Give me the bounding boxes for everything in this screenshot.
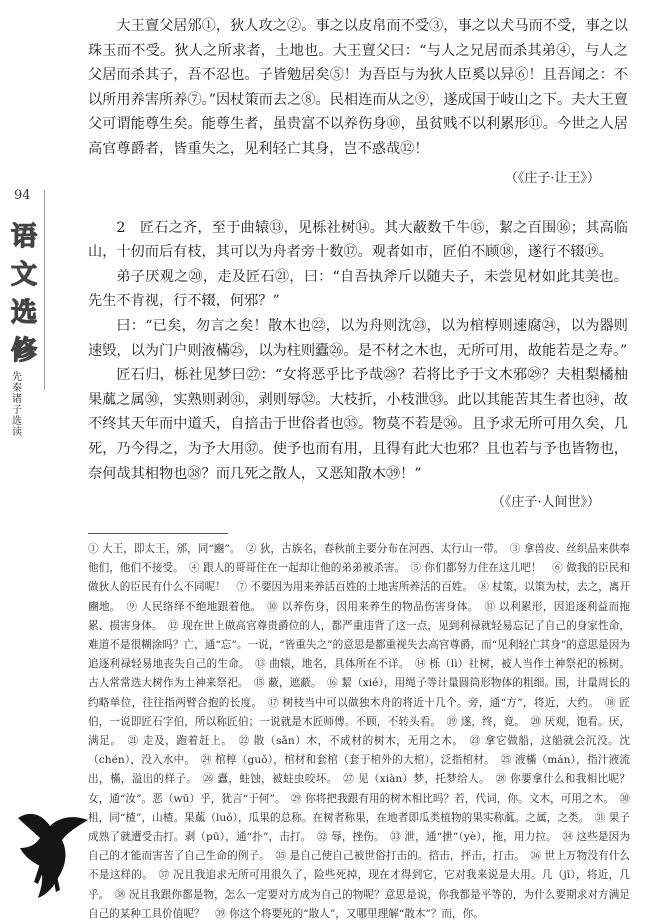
- spacer: [88, 192, 628, 216]
- margin-divider: [44, 190, 45, 390]
- series-title-char: 语: [10, 222, 37, 252]
- series-title-char: 文: [10, 260, 37, 290]
- main-text: [88, 14, 628, 516]
- series-title-char: 修: [10, 336, 37, 366]
- footnote-rule: [88, 533, 228, 534]
- passage-1: [88, 14, 628, 192]
- passage-paragraph: 匠石归，栎社见梦曰㉗：“女将恶乎比予哉㉘？若将比予于文木邪㉙？夫柤梨橘柚果蓏之属㉚，实熟则剥㉛，剥则辱㉜。大枝折，小枝泄㉝。此以其能苦其生者也㉞，故不终其天年而中道夭，自掊击于世俗者也㉟。物莫不若是㊱。且予求无所可用久矣，几死，乃今得之，为予大用㊲。使予也而有用，且得有此大也邪？且也若与予也皆物也，奈何哉其相物也㊳？而几死之散人，又恶知散木㊴！”: [88, 367, 628, 482]
- passage-paragraph: 大王亶父居邠①，狄人攻之②。事之以皮帛而不受③，事之以犬马而不受，事之以珠玉而不受。狄人之所求者，土地也。大王亶父曰：“与人之兄居而杀其弟④，与人之父居而杀其子，吾不忍也。子皆勉居矣⑤！为吾臣与为狄人臣奚以异⑥！且吾闻之：不以所用养害所养⑦。”因杖策而去之⑧。民相连而从之⑨，遂成国于岐山之下。夫大王亶父可谓能尊生矣。能尊生者，虽贵富不以养伤身⑩，虽贫贱不以利累形⑪。今世之人居高官尊爵者，皆重失之，见利轻亡其身，岂不惑哉⑫！: [88, 18, 628, 157]
- passage-2: [88, 216, 628, 517]
- passage-source: （《庄子·让王》）: [504, 170, 600, 186]
- passage-paragraph: 弟子厌观之⑳，走及匠石㉑，曰：“自吾执斧斤以随夫子，未尝见材如此其美也。先生不肯视，行不辍，何邪？”: [88, 268, 628, 310]
- passage-paragraph: 曰：“已矣，勿言之矣！散木也㉒，以为舟则沈㉓，以为棺椁则速腐㉔，以为器则速毁，以为门户则液樠㉕，以为柱则蠹㉖。是不材之木也，无所可用，故能若是之寿。”: [88, 317, 628, 359]
- footnotes: ① 大王，即太王，邠，同“豳”。 ② 狄，古族名，春秋前主要分布在河西、太行山一带。 ③ 拿兽皮、丝织品来供奉他们，他们不接受。 ④ 跟人的哥哥住在一起却让他的弟弟被杀害。 ⑤ 你们都努力住在这儿吧！ ⑥ 做我的臣民和做狄人的臣民有什么不同呢！ ⑦ 不要因为用来养活百姓的土地害所养活的百姓。 ⑧ 杖策，以策为杖，去之，离开豳地。 ⑨ 人民络绎不绝地跟着他。 ⑩ 以养伤身，因用来养生的物品伤害身体。 ⑪ 以利累形，因追逐利益而拖累、损害身体。 ⑫ 现在世上做高官尊贵爵位的人，都严重违背了这一点，见到利禄就轻易忘记了自己的身家性命，难道不是很糊涂吗？亡，通“忘”。一说，“皆重失之”的意思是都重视失去高官尊爵，而“见利轻亡其身”的意思是因为追逐利禄轻易地丧失自己的生命。 ⑬ 曲辕，地名，具体所在不详。 ⑭ 栎（lì）社树，被人当作土神祭祀的栎树。古人常常选大树作为土神来祭祀。 ⑮ 蔽，遮蔽。 ⑯ 絜（xié），用绳子等计量圆筒形物体的粗细。围，计量周长的约略单位，往往指两臂合抱的长度。 ⑰ 树枝当中可以做独木舟的将近十几个。旁，通“方”，将近，大约。 ⑱ 匠伯，一说即匠石字伯，所以称匠伯；一说就是木匠师傅。不顾，不转头看。 ⑲ 遂，终，竟。 ⑳ 厌观，饱看。厌，满足。 ㉑ 走及，跑着赶上。 ㉒ 散（sǎn）木，不成材的树木，无用之木。 ㉓ 拿它做船，这船就会沉没。沈（chén），没入水中。 ㉔ 棺椁（guǒ），棺材和套棺（套于棺外的大棺），泛指棺材。 ㉕ 液樠（mán），指汁液流出，樠，溢出的样子。 ㉖ 蠹，蛀蚀，被蛀虫咬坏。 ㉗ 见（xiàn）梦，托梦给人。 ㉘ 你要拿什么和我相比呢？女，通“汝”。恶（wū）乎，犹言“于何”。 ㉙ 你将把我跟有用的树木相比吗？若，代词，你。文木，可用之木。 ㉚ 柤，同“楂”，山楂。果蓏（luǒ），瓜果的总称。在树者称果，在地者即瓜类植物的果实称蓏。之属，之类。 ㉛ 果子成熟了就遭受击打。剥（pū），通“扑”，击打。 ㉜ 辱，挫伤。 ㉝ 泄，通“抴”（yè），拖，用力拉。 ㉞ 这些是因为自己的才能而害苦了自己生命的例子。 ㉟ 是自己使自己被世俗打击的。掊击，抨击，打击。 ㊱ 世上万物没有什么不是这样的。 ㊲ 况且我追求无所可用很久了，险些死掉，现在才得到它，它对我来说是大用。几（jī），将近，几乎。 ㊳ 况且我跟你都是物，怎么一定要对方成为自己的物呢？意思是说，你我都是平等的，为什么要期求对方满足自己的某种工具价值呢？ ㊴ 你这个将要死的“散人”，又哪里理解“散木”？而，你。: [88, 543, 630, 920]
- page-number: 94: [14, 188, 31, 203]
- passage-paragraph: 2 匠石之齐，至于曲辕⑬，见栎社树⑭。其大蔽数千牛⑮，絜之百围⑯；其高临山，十仞而后有枝，其可以为舟者旁十数⑰。观者如市，匠伯不顾⑱，遂行不辍⑲。: [88, 219, 628, 261]
- passage-source: （《庄子·人间世》）: [491, 495, 600, 511]
- series-title: [6, 218, 42, 370]
- series-subtitle: 先秦诸子选读: [12, 372, 22, 438]
- ink-bird-illustration: [8, 800, 96, 900]
- series-title-char: 选: [10, 298, 37, 328]
